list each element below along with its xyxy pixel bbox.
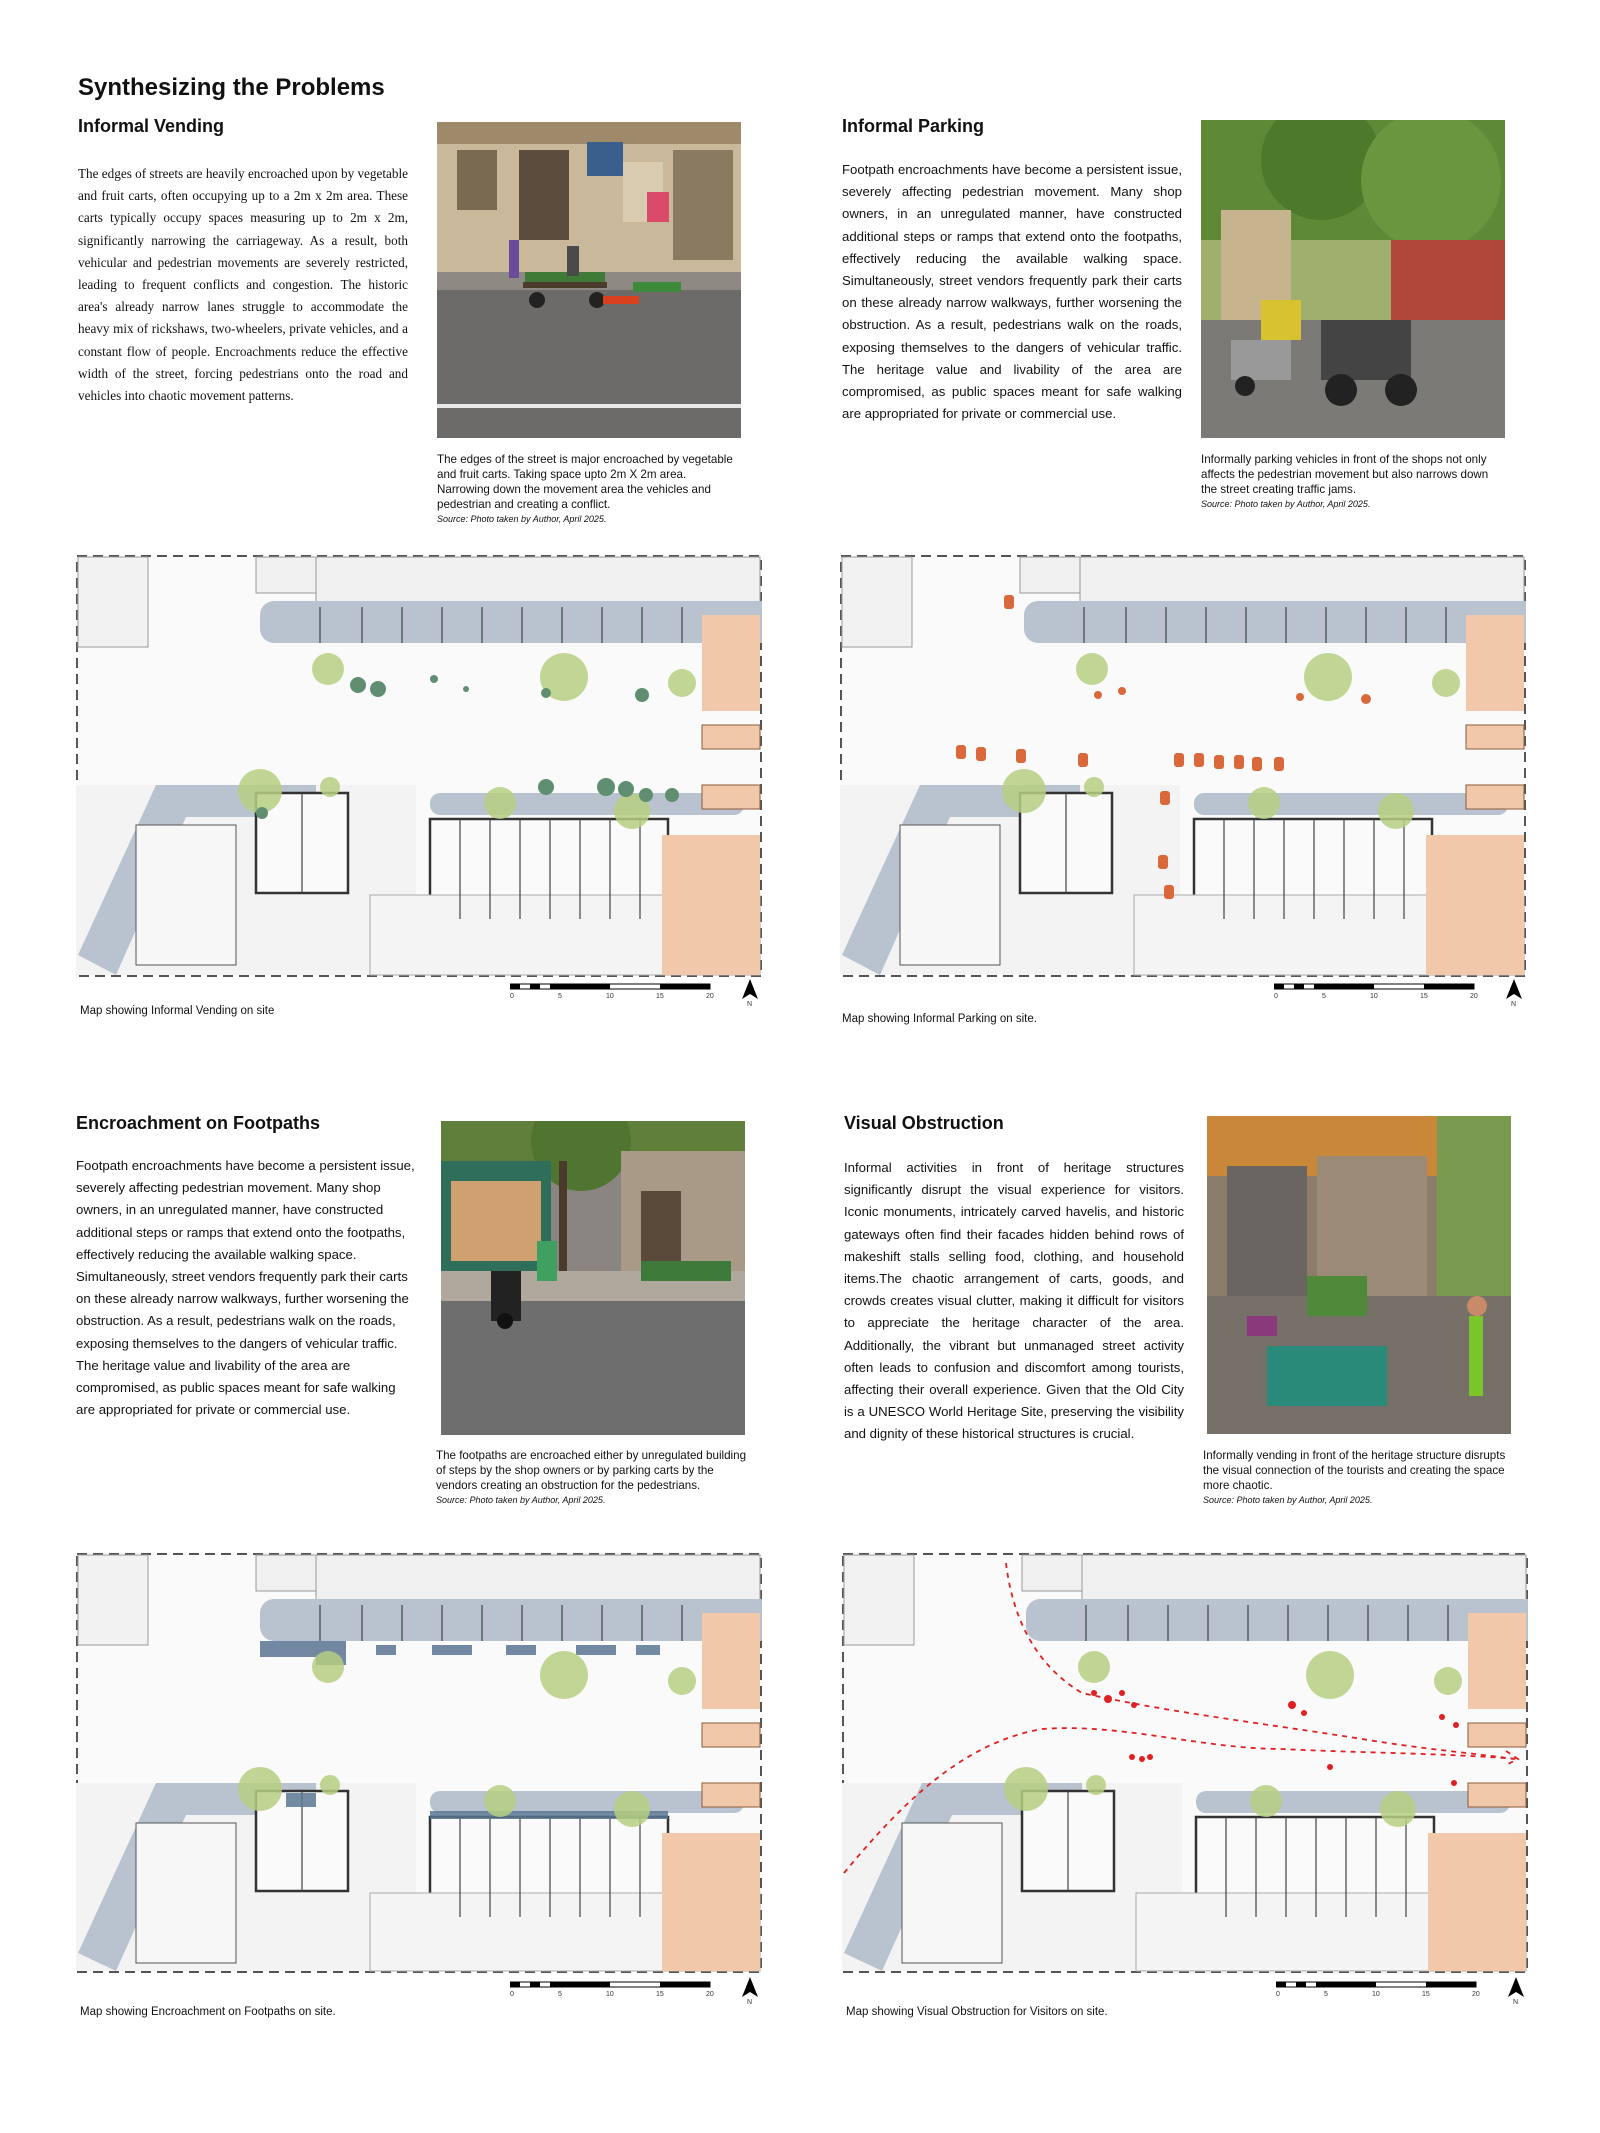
north-label: N bbox=[1511, 1001, 1517, 1008]
encroachment-photo-source: Source: Photo taken by Author, April 2025. bbox=[436, 1495, 606, 1505]
vending-photo-caption: The edges of the street is major encroached by vegetable and fruit carts. Taking space upto 2m X 2m area. Narrowing down the movement area the vehicles and pedestrian and creating a conflict. bbox=[437, 453, 733, 511]
north-arrow-icon bbox=[742, 979, 758, 999]
scale-label: 10 bbox=[1370, 993, 1378, 1000]
scale-label: 10 bbox=[606, 993, 614, 1000]
north-label: N bbox=[1513, 1999, 1519, 2006]
vending-site-map bbox=[76, 555, 762, 977]
scale-label: 15 bbox=[656, 993, 664, 1000]
vending-body: The edges of streets are heavily encroached upon by vegetable and fruit carts, often occupying up to a 2m x 2m area. These carts typically occupy spaces measuring up to 2m x 2m, significantly narrowing the carriageway. As a result, both vehicular and pedestrian movements are severely restricted, leading to frequent conflicts and congestion. The historic area's already narrow lanes struggle to accommodate the heavy mix of rickshaws, two-wheelers, private vehicles, and a constant flow of people. Encroachments reduce the effective width of the street, forcing pedestrians onto the road and vehicles into chaotic movement patterns. bbox=[78, 166, 408, 404]
vending-map-caption: Map showing Informal Vending on site bbox=[80, 1005, 275, 1017]
visual-photo-caption-block bbox=[1203, 1448, 1519, 1505]
parking-photo-caption-block bbox=[1201, 452, 1506, 509]
scale-label: 5 bbox=[1322, 993, 1326, 1000]
scale-label: 5 bbox=[558, 1991, 562, 1998]
visual-map-caption: Map showing Visual Obstruction for Visitors on site. bbox=[846, 2006, 1108, 2018]
page-title: Synthesizing the Problems bbox=[78, 74, 385, 101]
vending-photo-source: Source: Photo taken by Author, April 2025. bbox=[437, 514, 607, 524]
scale-label: 20 bbox=[706, 993, 714, 1000]
parking-map-caption: Map showing Informal Parking on site. bbox=[842, 1013, 1037, 1025]
scale-label: 15 bbox=[656, 1991, 664, 1998]
scale-label: 20 bbox=[706, 1991, 714, 1998]
map-base bbox=[76, 1554, 762, 1972]
encroachment-photo-caption: The footpaths are encroached either by unregulated building of steps by the shop owners or by parking carts by the vendors creating an obstruction for the pedestrians. bbox=[436, 1449, 747, 1492]
parking-photo-source: Source: Photo taken by Author, April 2025. bbox=[1201, 499, 1371, 509]
encroachment-photo bbox=[441, 1121, 745, 1435]
vending-scale-bar bbox=[510, 979, 772, 1009]
parking-scale-bar bbox=[1274, 979, 1536, 1009]
visual-photo-caption: Informally vending in front of the heritage structure disrupts the visual connection of the tourists and creating the space more chaotic. bbox=[1203, 1449, 1506, 1492]
north-label: N bbox=[747, 1001, 753, 1008]
north-label: N bbox=[747, 1999, 753, 2006]
encroachment-scale-bar bbox=[510, 1977, 772, 2007]
encroachment-body: Footpath encroachments have become a persistent issue, severely affecting pedestrian movement. Many shop owners, in an unregulated manner, have constructed additional steps or ramps that extend onto the footpaths, effectively reducing the available walking space. Simultaneously, street vendors frequently park their carts on these already narrow walkways, further worsening the obstruction. As a result, pedestrians walk on the roads, exposing themselves to the dangers of vehicular traffic. The heritage value and livability of the area are compromised, as public spaces meant for safe walking are appropriated for private or commercial use. bbox=[76, 1158, 415, 1418]
scale-label: 15 bbox=[1420, 993, 1428, 1000]
scale-label: 20 bbox=[1470, 993, 1478, 1000]
scale-label: 20 bbox=[1472, 1991, 1480, 1998]
encroachment-map-caption: Map showing Encroachment on Footpaths on site. bbox=[80, 2006, 336, 2018]
scale-label: 0 bbox=[1274, 993, 1278, 1000]
visual-title: Visual Obstruction bbox=[844, 1113, 1004, 1133]
scale-label: 5 bbox=[558, 993, 562, 1000]
north-arrow-icon bbox=[1506, 979, 1522, 999]
parking-site-map bbox=[840, 555, 1526, 977]
map-base bbox=[842, 1554, 1528, 1972]
scale-label: 10 bbox=[606, 1991, 614, 1998]
scale-label: 0 bbox=[510, 993, 514, 1000]
parking-title: Informal Parking bbox=[842, 116, 985, 136]
parking-body: Footpath encroachments have become a persistent issue, severely affecting pedestrian movement. Many shop owners, in an unregulated manner, have constructed additional steps or ramps that extend onto the footpaths, effectively reducing the available walking space. Simultaneously, street vendors frequently park their carts on these already narrow walkways, further worsening the obstruction. As a result, pedestrians walk on the roads, exposing themselves to the dangers of vehicular traffic. The heritage value and livability of the area are compromised, as public spaces meant for safe walking are appropriated for private or commercial use. bbox=[842, 162, 1182, 422]
encroachment-title: Encroachment on Footpaths bbox=[76, 1113, 321, 1133]
vending-photo bbox=[437, 122, 741, 438]
encroachment-photo-caption-block bbox=[436, 1448, 748, 1505]
scale-label: 0 bbox=[510, 1991, 514, 1998]
visual-body: Informal activities in front of heritage structures significantly disrupt the visual experience for visitors. Iconic monuments, intricately carved havelis, and historic gateways often find their facades hidden behind rows of makeshift stalls selling food, clothing, and household items.The chaotic arrangement of carts, goods, and crowds creates visual clutter, making it difficult for visitors to appreciate the heritage character of the area. Additionally, the vibrant but unmanaged street activity often leads to confusion and discomfort among tourists, affecting their overall experience. Given that the Old City is a UNESCO World Heritage Site, preserving the visibility and dignity of these historical structures is crucial. bbox=[844, 1160, 1184, 1442]
scale-label: 15 bbox=[1422, 1991, 1430, 1998]
scale-label: 5 bbox=[1324, 1991, 1328, 1998]
visual-site-map bbox=[842, 1553, 1528, 1973]
scale-label: 0 bbox=[1276, 1991, 1280, 1998]
scale-label: 10 bbox=[1372, 1991, 1380, 1998]
vending-photo-caption-block bbox=[437, 452, 742, 524]
visual-scale-bar bbox=[1276, 1977, 1538, 2007]
map-base bbox=[76, 556, 762, 976]
visual-photo bbox=[1207, 1116, 1511, 1434]
north-arrow-icon bbox=[1508, 1977, 1524, 1997]
visual-photo-source: Source: Photo taken by Author, April 2025. bbox=[1203, 1495, 1373, 1505]
parking-photo-caption: Informally parking vehicles in front of the shops not only affects the pedestrian movement but also narrows down the street creating traffic jams. bbox=[1201, 453, 1489, 496]
parking-photo bbox=[1201, 120, 1505, 438]
encroachment-site-map bbox=[76, 1553, 762, 1973]
vending-title: Informal Vending bbox=[78, 116, 225, 136]
north-arrow-icon bbox=[742, 1977, 758, 1997]
